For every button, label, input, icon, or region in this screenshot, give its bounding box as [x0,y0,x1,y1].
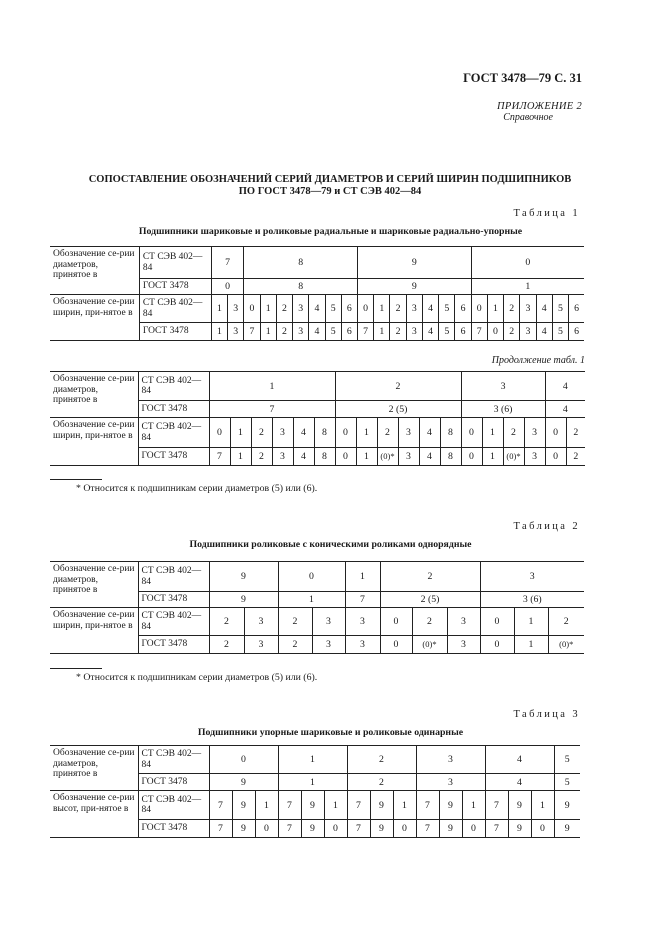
height-sev-cell: 9 [301,791,324,820]
gost-label: ГОСТ 3478 [138,592,209,608]
height-gost-cell: 9 [301,820,324,838]
st-sev-label: СТ СЭВ 402—84 [139,247,211,279]
width-sev-cell: 2 [548,608,584,636]
height-gost-cell: 7 [278,820,301,838]
table-row [50,562,584,592]
table-2-label: Таблица 2 [513,521,580,532]
width-sev-cell: 1 [487,295,503,323]
width-gost-cell: 2 [209,636,244,654]
table-1-continuation-label: Продолжение табл. 1 [491,355,585,366]
width-sev-cell: 5 [439,295,455,323]
width-gost-cell: 1 [374,323,390,341]
width-sev-cell: 0 [209,418,230,448]
width-gost-cell: 2 [504,323,520,341]
height-sev-cell: 7 [209,791,232,820]
width-sev-cell: 0 [461,418,482,448]
width-gost-cell: 0 [461,448,482,466]
width-sev-cell: 5 [325,295,341,323]
width-gost-cell: 0 [545,448,566,466]
width-gost-cell: 5 [439,323,455,341]
document-header: ГОСТ 3478—79 С. 31 [463,71,582,85]
diam-gost-cell: 8 [244,279,358,295]
width-sev-cell: 2 [276,295,292,323]
st-sev-label: СТ СЭВ 402—84 [139,295,211,323]
height-sev-cell: 1 [324,791,347,820]
table-1-continuation [50,371,585,466]
width-gost-cell: (0)* [503,448,524,466]
width-sev-cell: 1 [374,295,390,323]
diam-gost-cell: 5 [554,774,580,791]
width-gost-cell: (0)* [548,636,584,654]
height-gost-cell: 9 [370,820,393,838]
height-sev-cell: 9 [232,791,255,820]
height-sev-cell: 9 [508,791,531,820]
width-sev-cell: 5 [552,295,568,323]
height-gost-cell: 0 [462,820,485,838]
width-gost-cell: 3 [272,448,293,466]
footnote-divider [50,479,102,480]
diam-sev-cell: 2 [347,746,416,774]
width-sev-cell: 0 [335,418,356,448]
width-sev-cell: 3 [228,295,244,323]
width-sev-cell: 3 [520,295,536,323]
diam-sev-cell: 3 [461,372,545,401]
table-row [50,247,584,279]
width-sev-cell: 2 [278,608,312,636]
diam-gost-cell: 2 (5) [380,592,480,608]
height-gost-cell: 7 [485,820,508,838]
width-sev-cell: 3 [447,608,480,636]
diam-gost-cell: 9 [209,592,278,608]
page-title-line-2: ПО ГОСТ 3478—79 и СТ СЭВ 402—84 [238,186,422,197]
diam-sev-cell: 9 [209,562,278,592]
diam-gost-cell: 1 [278,774,347,791]
width-sev-cell: 3 [293,295,309,323]
table-3 [50,745,580,838]
width-gost-cell: 3 [244,636,278,654]
table-3-label: Таблица 3 [513,709,580,720]
gost-label: ГОСТ 3478 [138,401,209,418]
width-gost-cell: 3 [293,323,309,341]
height-sev-cell: 9 [370,791,393,820]
width-gost-cell: 8 [314,448,335,466]
diameter-series-label: Обозначение се-рии диаметров, принятое в [50,247,139,295]
width-sev-cell: 4 [309,295,325,323]
height-gost-cell: 0 [531,820,554,838]
footnote-2: * Относится к подшипникам серии диаметров (5) или (6). [76,672,318,683]
width-gost-cell: (0)* [377,448,398,466]
height-gost-cell: 9 [554,820,580,838]
width-gost-cell: 3 [312,636,345,654]
width-sev-cell: 3 [406,295,422,323]
page-title [40,174,620,198]
diam-gost-cell: 7 [345,592,380,608]
width-gost-cell: 5 [552,323,568,341]
height-gost-cell: 0 [393,820,416,838]
width-gost-cell: 2 [251,448,272,466]
width-sev-cell: 8 [314,418,335,448]
diam-gost-cell: 2 (5) [335,401,461,418]
diam-gost-cell: 3 [416,774,485,791]
width-gost-cell: 1 [482,448,503,466]
width-gost-cell: 4 [309,323,325,341]
gost-label: ГОСТ 3478 [139,279,211,295]
diameter-series-label: Обозначение се-рии диаметров, принятое в [50,746,138,791]
width-gost-cell: 8 [440,448,461,466]
diam-sev-cell: 0 [471,247,584,279]
height-gost-cell: 9 [508,820,531,838]
width-gost-cell: 4 [422,323,438,341]
width-sev-cell: 4 [293,418,314,448]
height-gost-cell: 7 [209,820,232,838]
width-series-label: Обозначение се-рии ширин, при-нятое в [50,295,139,341]
width-sev-cell: 2 [504,295,520,323]
width-gost-cell: 2 [390,323,406,341]
diam-gost-cell: 1 [278,592,345,608]
width-gost-cell: 3 [228,323,244,341]
height-sev-cell: 1 [393,791,416,820]
height-sev-cell: 7 [278,791,301,820]
diam-sev-cell: 4 [485,746,554,774]
gost-label: ГОСТ 3478 [138,820,209,838]
table-2-caption: Подшипники роликовые с коническими роликами однорядные [189,539,472,550]
table-3-caption: Подшипники упорные шариковые и роликовые одинарные [197,727,464,738]
width-sev-cell: 4 [536,295,552,323]
height-sev-cell: 7 [416,791,439,820]
table-row [50,295,584,323]
width-gost-cell: 6 [569,323,584,341]
width-gost-cell: 1 [211,323,227,341]
width-sev-cell: 0 [480,608,514,636]
diam-sev-cell: 7 [211,247,243,279]
height-series-label: Обозначение се-рии высот, при-нятое в [50,791,138,838]
width-sev-cell: 3 [272,418,293,448]
footnote-1: * Относится к подшипникам серии диаметров (5) или (6). [76,483,318,494]
diam-gost-cell: 9 [209,774,278,791]
st-sev-label: СТ СЭВ 402—84 [138,746,209,774]
width-sev-cell: 1 [230,418,251,448]
diam-gost-cell: 4 [545,401,585,418]
width-sev-cell: 1 [356,418,377,448]
diam-sev-cell: 1 [345,562,380,592]
height-gost-cell: 7 [416,820,439,838]
gost-label: ГОСТ 3478 [139,323,211,341]
width-gost-cell: 2 [276,323,292,341]
width-sev-cell: 6 [341,295,357,323]
diam-sev-cell: 3 [480,562,584,592]
diam-gost-cell: 9 [358,279,472,295]
width-gost-cell: 6 [455,323,471,341]
table-row [50,372,585,401]
diam-sev-cell: 9 [358,247,472,279]
width-series-label: Обозначение се-рии ширин, при-нятое в [50,608,138,654]
diam-sev-cell: 8 [244,247,358,279]
diameter-series-label: Обозначение се-рии диаметров, принятое в [50,372,138,418]
height-gost-cell: 9 [439,820,462,838]
width-sev-cell: 2 [390,295,406,323]
width-gost-cell: 3 [524,448,545,466]
diam-gost-cell: 1 [471,279,584,295]
diam-sev-cell: 2 [380,562,480,592]
diam-sev-cell: 1 [278,746,347,774]
width-gost-cell: 2 [566,448,585,466]
width-sev-cell: 6 [455,295,471,323]
st-sev-label: СТ СЭВ 402—84 [138,608,209,636]
width-sev-cell: 0 [471,295,487,323]
diam-sev-cell: 0 [278,562,345,592]
width-sev-cell: 0 [545,418,566,448]
page-title-line-1: СОПОСТАВЛЕНИЕ ОБОЗНАЧЕНИЙ СЕРИЙ ДИАМЕТРОВ И СЕРИЙ ШИРИН ПОДШИПНИКОВ [88,174,572,185]
diam-sev-cell: 2 [335,372,461,401]
gost-label: ГОСТ 3478 [138,774,209,791]
diam-sev-cell: 0 [209,746,278,774]
width-gost-cell: 7 [358,323,374,341]
appendix-type: Справочное [503,112,553,123]
width-sev-cell: 4 [419,418,440,448]
height-gost-cell: 0 [255,820,278,838]
st-sev-label: СТ СЭВ 402—84 [138,791,209,820]
width-gost-cell: 1 [230,448,251,466]
width-sev-cell: 3 [244,608,278,636]
diam-gost-cell: 3 (6) [461,401,545,418]
table-row [50,746,580,774]
width-sev-cell: 3 [312,608,345,636]
st-sev-label: СТ СЭВ 402—84 [138,562,209,592]
diameter-series-label: Обозначение се-рии диаметров, принятое в [50,562,138,608]
table-1 [50,246,584,341]
width-gost-cell: 5 [325,323,341,341]
width-gost-cell: 3 [398,448,419,466]
width-gost-cell: 4 [293,448,314,466]
width-gost-cell: 3 [520,323,536,341]
table-1-caption: Подшипники шариковые и роликовые радиальные и шариковые радиально-упорные [138,226,523,237]
height-sev-cell: 1 [462,791,485,820]
height-sev-cell: 1 [531,791,554,820]
width-gost-cell: 4 [536,323,552,341]
table-row [50,608,584,636]
table-row [50,791,580,820]
footnote-divider [50,668,102,669]
width-gost-cell: 7 [471,323,487,341]
diam-gost-cell: 3 (6) [480,592,584,608]
width-gost-cell: 1 [514,636,548,654]
width-sev-cell: 2 [412,608,447,636]
width-sev-cell: 2 [377,418,398,448]
width-sev-cell: 0 [380,608,412,636]
width-gost-cell: 0 [380,636,412,654]
height-sev-cell: 7 [347,791,370,820]
table-2 [50,561,584,654]
width-gost-cell: 0 [487,323,503,341]
gost-label: ГОСТ 3478 [138,448,209,466]
height-gost-cell: 0 [324,820,347,838]
width-sev-cell: 1 [211,295,227,323]
width-sev-cell: 0 [358,295,374,323]
width-gost-cell: 2 [278,636,312,654]
width-sev-cell: 3 [345,608,380,636]
height-gost-cell: 7 [347,820,370,838]
width-sev-cell: 2 [209,608,244,636]
height-sev-cell: 9 [554,791,580,820]
height-sev-cell: 7 [485,791,508,820]
width-sev-cell: 8 [440,418,461,448]
width-gost-cell: 3 [345,636,380,654]
diam-sev-cell: 4 [545,372,585,401]
st-sev-label: СТ СЭВ 402—84 [138,418,209,448]
width-series-label: Обозначение се-рии ширин, при-нятое в [50,418,138,466]
width-gost-cell: 1 [356,448,377,466]
width-sev-cell: 3 [398,418,419,448]
diam-gost-cell: 2 [347,774,416,791]
width-gost-cell: 1 [260,323,276,341]
diam-sev-cell: 5 [554,746,580,774]
table-1-label: Таблица 1 [513,208,580,219]
width-gost-cell: 3 [406,323,422,341]
appendix-label: ПРИЛОЖЕНИЕ 2 [497,101,582,112]
diam-gost-cell: 4 [485,774,554,791]
height-gost-cell: 9 [232,820,255,838]
width-sev-cell: 4 [422,295,438,323]
width-sev-cell: 0 [244,295,260,323]
width-sev-cell: 1 [514,608,548,636]
st-sev-label: СТ СЭВ 402—84 [138,372,209,401]
width-gost-cell: 4 [419,448,440,466]
width-gost-cell: 7 [244,323,260,341]
width-gost-cell: 3 [447,636,480,654]
width-sev-cell: 2 [566,418,585,448]
height-sev-cell: 1 [255,791,278,820]
diam-sev-cell: 3 [416,746,485,774]
width-sev-cell: 1 [482,418,503,448]
width-gost-cell: (0)* [412,636,447,654]
width-gost-cell: 0 [480,636,514,654]
width-sev-cell: 3 [524,418,545,448]
gost-label: ГОСТ 3478 [138,636,209,654]
width-sev-cell: 1 [260,295,276,323]
diam-gost-cell: 7 [209,401,335,418]
width-sev-cell: 2 [251,418,272,448]
width-gost-cell: 6 [341,323,357,341]
table-row [50,418,585,448]
height-sev-cell: 9 [439,791,462,820]
diam-gost-cell: 0 [211,279,243,295]
diam-sev-cell: 1 [209,372,335,401]
width-sev-cell: 2 [503,418,524,448]
width-gost-cell: 7 [209,448,230,466]
width-sev-cell: 6 [569,295,584,323]
width-gost-cell: 0 [335,448,356,466]
